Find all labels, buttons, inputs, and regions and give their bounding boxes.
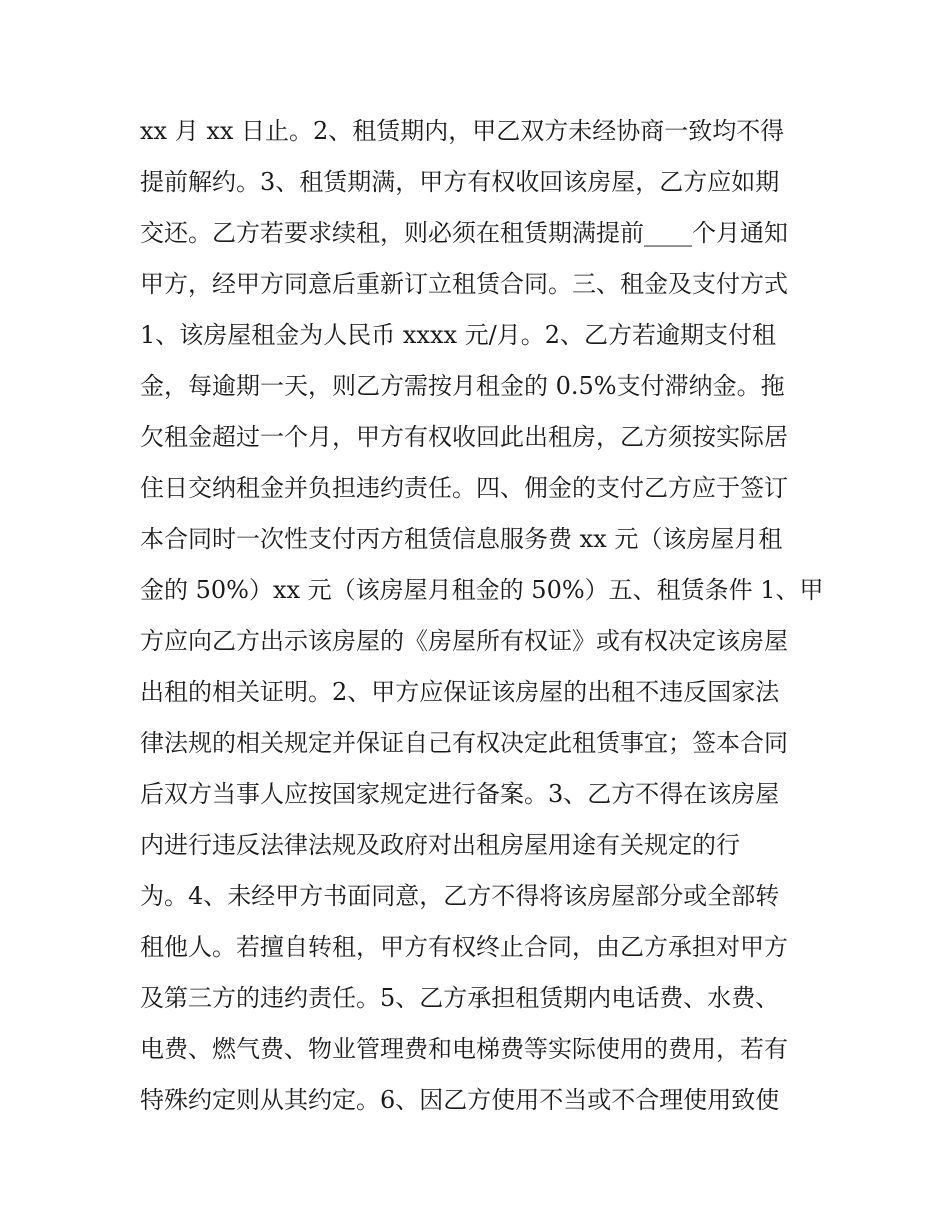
text-line: 电费、燃气费、物业管理费和电梯费等实际使用的费用，若有	[140, 1035, 788, 1063]
text-line: 交还。乙方若要求续租，则必须在租赁期满提前____个月通知	[140, 219, 788, 247]
text-line: 住日交纳租金并负担违约责任。四、佣金的支付乙方应于签订	[140, 474, 788, 502]
text-line: 甲方，经甲方同意后重新订立租赁合同。三、租金及支付方式	[140, 270, 788, 298]
text-line: 为。4、未经甲方书面同意，乙方不得将该房屋部分或全部转	[140, 882, 780, 910]
text-line: 金的 50%）xx 元（该房屋月租金的 50%）五、租赁条件 1、甲	[140, 576, 824, 604]
text-line: 欠租金超过一个月，甲方有权收回此出租房，乙方须按实际居	[140, 423, 788, 451]
text-line: 1、该房屋租金为人民币 xxxx 元/月。2、乙方若逾期支付租	[140, 321, 777, 349]
text-line: 后双方当事人应按国家规定进行备案。3、乙方不得在该房屋	[140, 780, 780, 808]
text-line: 律法规的相关规定并保证自己有权决定此租赁事宜；签本合同	[140, 729, 788, 757]
text-line: 方应向乙方出示该房屋的《房屋所有权证》或有权决定该房屋	[140, 627, 788, 655]
text-line: 租他人。若擅自转租，甲方有权终止合同，由乙方承担对甲方	[140, 933, 788, 961]
text-line: 特殊约定则从其约定。6、因乙方使用不当或不合理使用致使	[140, 1086, 780, 1114]
text-line: 金，每逾期一天，则乙方需按月租金的 0.5%支付滞纳金。拖	[140, 372, 785, 400]
text-line: xx 月 xx 日止。2、租赁期内，甲乙双方未经协商一致均不得	[140, 117, 785, 145]
text-line: 内进行违反法律法规及政府对出租房屋用途有关规定的行	[140, 831, 740, 859]
contract-body-text	[140, 106, 830, 1126]
text-line: 本合同时一次性支付丙方租赁信息服务费 xx 元（该房屋月租	[140, 525, 783, 553]
text-line: 提前解约。3、租赁期满，甲方有权收回该房屋，乙方应如期	[140, 168, 780, 196]
text-line: 及第三方的违约责任。5、乙方承担租赁期内电话费、水费、	[140, 984, 780, 1012]
text-line: 出租的相关证明。2、甲方应保证该房屋的出租不违反国家法	[140, 678, 780, 706]
